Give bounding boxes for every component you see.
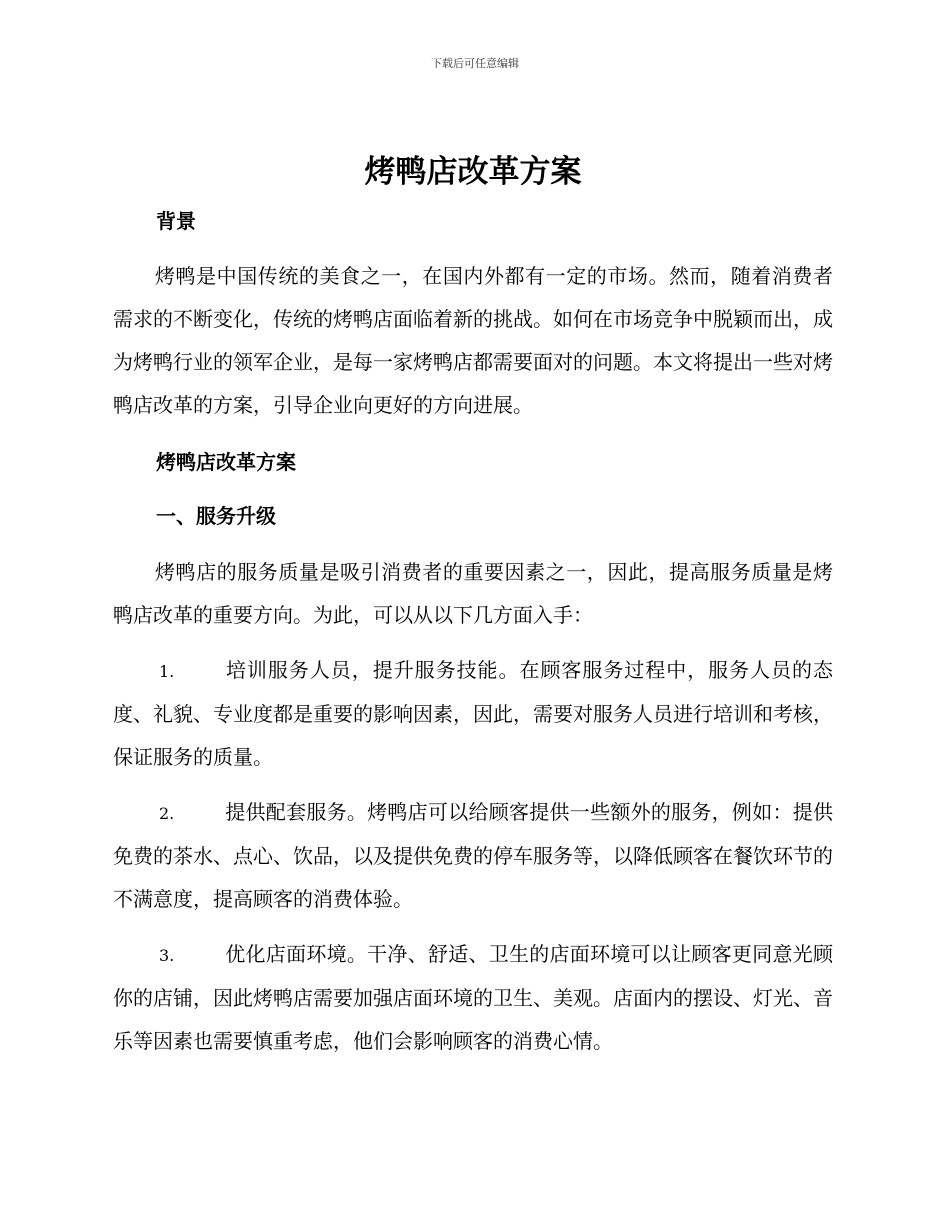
list-item-text: 提供配套服务。烤鸭店可以给顾客提供一些额外的服务，例如：提供免费的茶水、点心、饮品，以及提供免费的停车服务等，以降低顾客在餐饮环节的不满意度，提高顾客的消费体验。 [113, 800, 833, 911]
background-heading: 背景 [156, 209, 196, 233]
list-item-1 [113, 649, 833, 779]
plan-heading: 烤鸭店改革方案 [156, 450, 296, 474]
header-note: 下载后可任意编辑 [431, 57, 519, 70]
list-item-3 [113, 933, 833, 1063]
list-number: 1. [159, 662, 175, 681]
service-heading: 一、服务升级 [156, 504, 276, 528]
list-item-2 [113, 791, 833, 921]
service-intro-paragraph: 烤鸭店的服务质量是吸引消费者的重要因素之一，因此，提高服务质量是烤鸭店改革的重要方向。为此，可以从以下几方面入手： [113, 560, 833, 627]
list-item-text: 优化店面环境。干净、舒适、卫生的店面环境可以让顾客更同意光顾你的店铺，因此烤鸭店需要加强店面环境的卫生、美观。店面内的摆设、灯光、音乐等因素也需要慎重考虑，他们会影响顾客的消费心情。 [113, 942, 833, 1053]
list-number: 3. [159, 946, 175, 965]
document-title: 烤鸭店改革方案 [364, 154, 582, 190]
list-item-text: 培训服务人员，提升服务技能。在顾客服务过程中，服务人员的态度、礼貌、专业度都是重要的影响因素，因此，需要对服务人员进行培训和考核，保证服务的质量。 [113, 658, 833, 769]
document-body [113, 148, 833, 1063]
list-number: 2. [159, 804, 175, 823]
background-paragraph: 烤鸭是中国传统的美食之一，在国内外都有一定的市场。然而，随着消费者需求的不断变化，传统的烤鸭店面临着新的挑战。如何在市场竞争中脱颖而出，成为烤鸭行业的领军企业，是每一家烤鸭店都需要面对的问题。本文将提出一些对烤鸭店改革的方案，引导企业向更好的方向进展。 [113, 264, 833, 417]
